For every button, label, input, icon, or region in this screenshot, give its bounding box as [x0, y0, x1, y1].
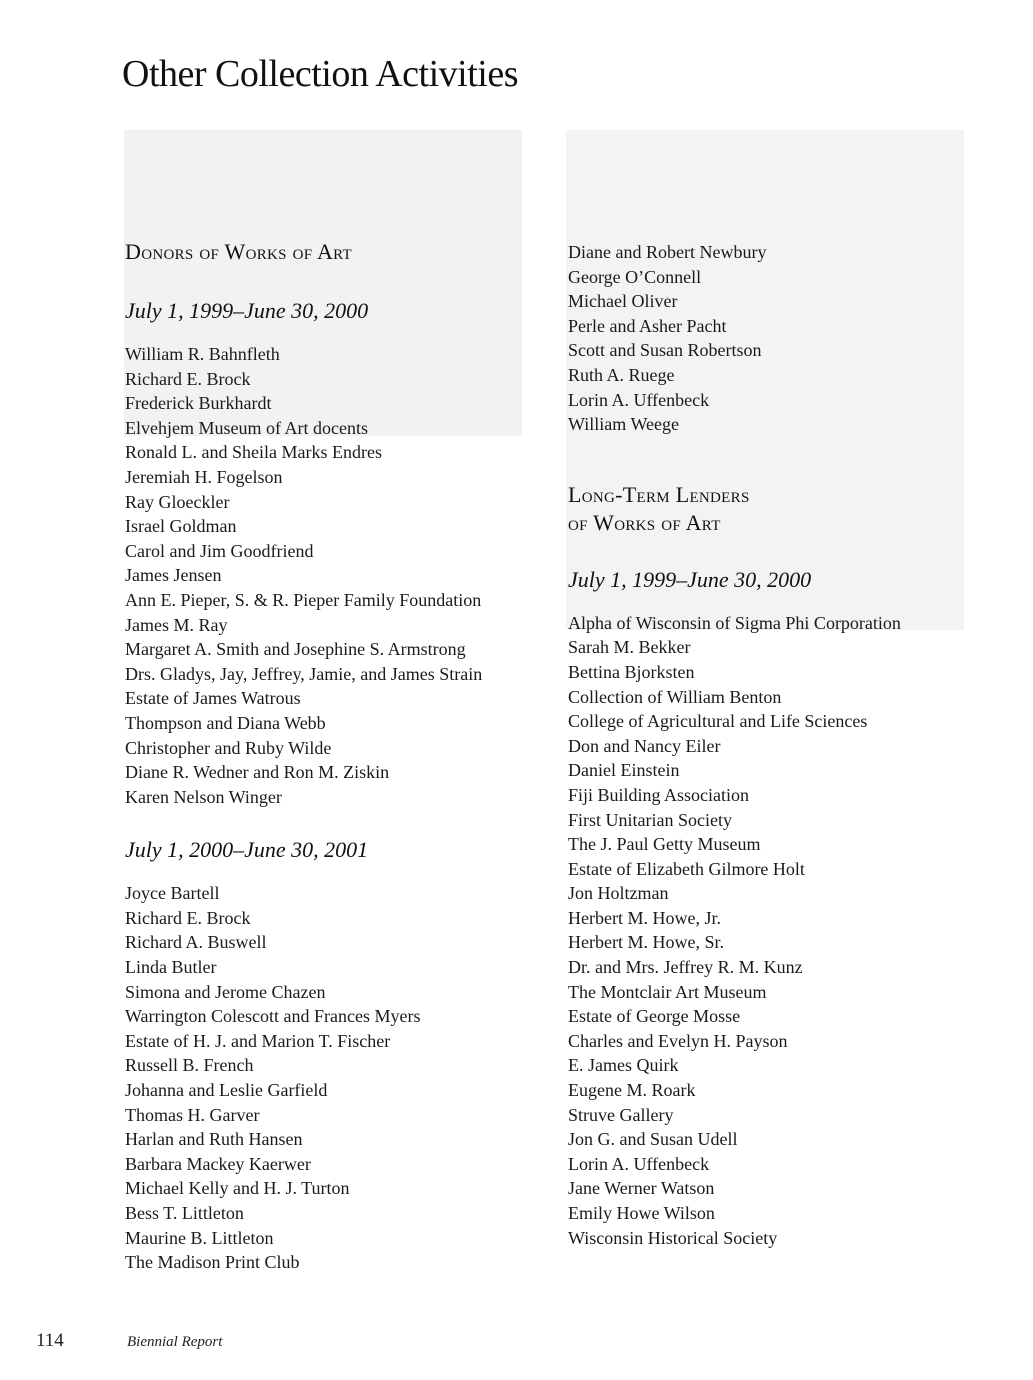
- list-item: Herbert M. Howe, Sr.: [568, 932, 724, 953]
- list-item: The Montclair Art Museum: [568, 981, 767, 1002]
- list-item: Thomas H. Garver: [125, 1104, 260, 1125]
- donors-heading: Donors of Works of Art: [125, 239, 353, 264]
- page-title: Other Collection Activities: [122, 53, 518, 95]
- list-item: Sarah M. Bekker: [568, 637, 691, 658]
- list-item: Richard E. Brock: [125, 368, 251, 389]
- list-item: Diane R. Wedner and Ron M. Ziskin: [125, 762, 390, 783]
- list-item: Harlan and Ruth Hansen: [125, 1129, 303, 1150]
- list-item: Collection of William Benton: [568, 686, 782, 707]
- list-item: Lorin A. Uffenbeck: [568, 1153, 710, 1174]
- list-item: College of Agricultural and Life Sciences: [568, 711, 868, 732]
- donors-1999-2000-list: [125, 342, 545, 809]
- list-item: The Madison Print Club: [125, 1252, 300, 1273]
- list-item: E. James Quirk: [568, 1055, 679, 1076]
- list-item: Johanna and Leslie Garfield: [125, 1080, 328, 1101]
- list-item: Struve Gallery: [568, 1104, 674, 1125]
- list-item: Bess T. Littleton: [125, 1203, 244, 1223]
- left-column: [125, 238, 545, 1275]
- list-item: Warrington Colescott and Frances Myers: [125, 1006, 421, 1027]
- footer-publication-label: Biennial Report: [127, 1334, 223, 1350]
- list-item: Eugene M. Roark: [568, 1080, 696, 1101]
- list-item: Dr. and Mrs. Jeffrey R. M. Kunz: [568, 957, 803, 978]
- list-item: The J. Paul Getty Museum: [568, 834, 761, 855]
- page-number: 114: [36, 1330, 64, 1351]
- list-item: Don and Nancy Eiler: [568, 735, 721, 756]
- list-item: Richard E. Brock: [125, 907, 251, 928]
- list-item: Estate of George Mosse: [568, 1006, 741, 1027]
- list-item: William R. Bahnfleth: [125, 344, 280, 364]
- list-item: Christopher and Ruby Wilde: [125, 737, 332, 758]
- list-item: Jeremiah H. Fogelson: [125, 466, 283, 487]
- list-item: Margaret A. Smith and Josephine S. Armstrong: [125, 639, 466, 660]
- lenders-period-1999-2000: July 1, 1999–June 30, 2000: [568, 566, 812, 592]
- list-item: Wisconsin Historical Society: [568, 1227, 778, 1248]
- list-item: Elvehjem Museum of Art docents: [125, 417, 368, 438]
- list-item: Scott and Susan Robertson: [568, 340, 762, 361]
- list-item: Emily Howe Wilson: [568, 1203, 715, 1223]
- list-item: Fiji Building Association: [568, 784, 750, 805]
- list-item: Ann E. Pieper, S. & R. Pieper Family Foundation: [125, 589, 482, 610]
- donors-period-1999-2000: July 1, 1999–June 30, 2000: [125, 298, 369, 323]
- list-item: Jon G. and Susan Udell: [568, 1129, 738, 1150]
- list-item: Jane Werner Watson: [568, 1178, 715, 1199]
- lenders-list: [568, 611, 988, 1250]
- list-item: Israel Goldman: [125, 516, 237, 537]
- list-item: Joyce Bartell: [125, 883, 220, 904]
- list-item: Bettina Bjorksten: [568, 661, 695, 682]
- list-item: Barbara Mackey Kaerwer: [125, 1153, 311, 1174]
- list-item: Maurine B. Littleton: [125, 1227, 274, 1248]
- list-item: First Unitarian Society: [568, 809, 732, 830]
- list-item: Diane and Robert Newbury: [568, 242, 767, 262]
- right-column: [568, 238, 988, 1250]
- list-item: Karen Nelson Winger: [125, 786, 282, 807]
- list-item: Alpha of Wisconsin of Sigma Phi Corporation: [568, 612, 901, 633]
- list-item: Simona and Jerome Chazen: [125, 981, 326, 1002]
- list-item: Estate of H. J. and Marion T. Fischer: [125, 1030, 391, 1051]
- list-item: Lorin A. Uffenbeck: [568, 389, 710, 410]
- list-item: Frederick Burkhardt: [125, 393, 272, 414]
- list-item: Jon Holtzman: [568, 883, 669, 904]
- donors-2000-2001-list: [125, 881, 545, 1275]
- list-item: Russell B. French: [125, 1055, 254, 1076]
- lenders-heading: Long-Term Lenders of Works of Art: [568, 481, 750, 535]
- donors-2000-2001-continued-list: [568, 240, 988, 437]
- list-item: Thompson and Diana Webb: [125, 712, 326, 733]
- list-item: William Weege: [568, 414, 679, 435]
- list-item: Herbert M. Howe, Jr.: [568, 907, 721, 928]
- list-item: Michael Kelly and H. J. Turton: [125, 1178, 350, 1199]
- list-item: Ray Gloeckler: [125, 491, 230, 512]
- donors-period-2000-2001: July 1, 2000–June 30, 2001: [125, 837, 369, 863]
- list-item: Daniel Einstein: [568, 760, 680, 781]
- list-item: Drs. Gladys, Jay, Jeffrey, Jamie, and James Strain: [125, 663, 483, 684]
- list-item: Perle and Asher Pacht: [568, 315, 727, 336]
- list-item: George O’Connell: [568, 266, 702, 287]
- list-item: Michael Oliver: [568, 291, 678, 312]
- list-item: Richard A. Buswell: [125, 932, 267, 953]
- list-item: James M. Ray: [125, 614, 228, 635]
- list-item: Carol and Jim Goodfriend: [125, 540, 314, 561]
- list-item: Ruth A. Ruege: [568, 364, 675, 385]
- list-item: Linda Butler: [125, 957, 217, 978]
- list-item: Ronald L. and Sheila Marks Endres: [125, 442, 382, 463]
- list-item: Estate of Elizabeth Gilmore Holt: [568, 858, 805, 879]
- list-item: Charles and Evelyn H. Payson: [568, 1030, 788, 1051]
- list-item: Estate of James Watrous: [125, 688, 301, 709]
- list-item: James Jensen: [125, 565, 222, 586]
